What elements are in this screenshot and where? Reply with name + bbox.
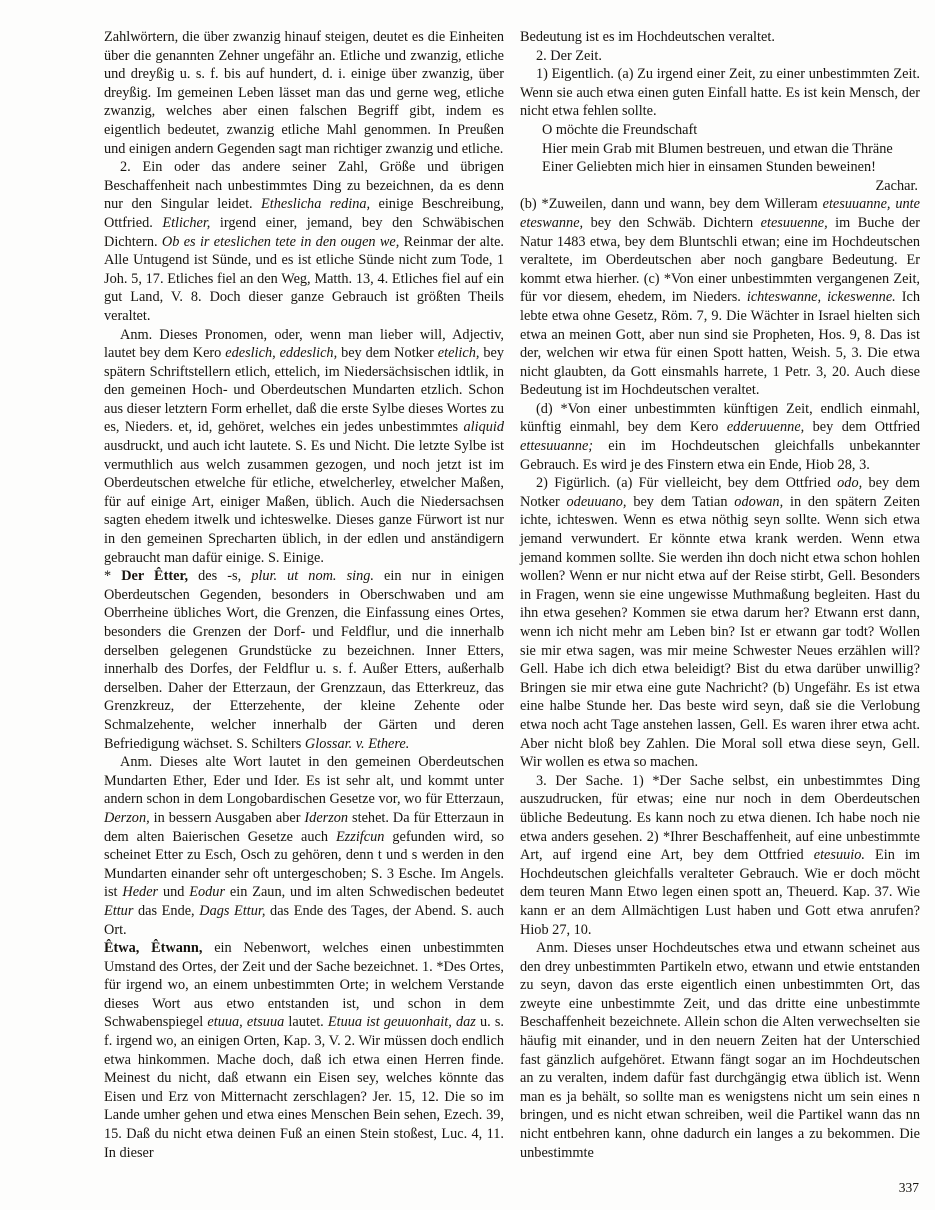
paragraph bbox=[520, 47, 920, 66]
body-text: 2) Figürlich. (a) Für vielleicht, bey dem Ottfried bbox=[536, 475, 838, 492]
verse-line: Einer Geliebten mich hier in einsamen Stunden beweinen! bbox=[542, 159, 876, 176]
body-text: * bbox=[104, 568, 122, 585]
italic-text: Etheslicha redina, bbox=[261, 196, 371, 213]
italic-text: Dags Ettur, bbox=[199, 902, 266, 919]
body-text: ausdruckt, und auch icht lautete. S. Es und Nicht. Die letzte Sylbe ist vermuthlich aus welch zusammen gezogen, und noch jetzt ist im Oberdeutschen etwelche für etliche, etwelcherley, etwelcher Maßen, für auf einige Art, einiger Maßen, üblich. Auch die Niedersachsen sagten ehedem itwelk und ichteswelke. Dieses ganze Fürwort ist nur in den gemeinen Sprecharten üblich, in der edlen und anständigern gebraucht man dafür einige. S. Einige. bbox=[104, 438, 504, 566]
paragraph bbox=[520, 65, 920, 121]
italic-text: odo, bbox=[837, 475, 863, 492]
italic-text: Derzon, bbox=[104, 809, 150, 826]
body-text: bey dem Tatian bbox=[626, 493, 735, 510]
body-text: Anm. Dieses unser Hochdeutsches etwa und etwann scheinet aus den drey unbestimmten Partikeln etwo, etwann und etwie entstanden zu seyn, davon das erste eigentlich einen unbestimmten Ort, das zweyte eine unbestimmte Zeit, und das dritte eine unbestimmte Beschaffenheit bezeichnete. Allein schon die Alten verwechselten sie häufig mit einander, und in den neuern Zeiten hat der Unterschied fast gänzlich aufgehöret. Etwann fängt sogar an im Hochdeutschen an zu veralten, indem dafür fast durchgängig etwa üblich ist. Wenn man es ja behält, so sollte man es wenigstens nicht um sein eines n bringen, und es nicht etwan schreiben, weil die Partikel wann das nn nicht entbehren kann, ohne dadurch ein langes a zu bekommen. Die unbestimmte bbox=[520, 940, 920, 1161]
body-text: ein im Hochdeutschen gleichfalls unbekannter Gebrauch. Es wird je des Finstern etwa ein Ende, Hiob 28, 3. bbox=[520, 438, 920, 473]
italic-text: Ettur bbox=[104, 902, 134, 919]
italic-text: edeslich, eddeslich, bbox=[225, 345, 338, 362]
body-text: in den spätern Zeiten ichte, ichteswen. Wenn es etwa nöthig seyn sollte. Wenn sich etwa jemand verwundert. Er könnte etwa krank werden. Wenn etwa jemand kommen sollte. Sie werden ihn doch nicht etwa schon hohlen wollen? Wenn er nur nicht etwa auf der Reise stirbt, Gell. Besonders in Fragen, wenn sie eine ungewisse Muthmaßung begleiten. Hast du ihn etwa gesehen? Kommen sie etwa darum her? Etwann erst dann, wenn ich nicht mehr am Leben bin? Ist er etwann gar todt? Wollen sie mir etwa sagen, was mir meine Schwester Neues erzählen will? Gell. Habe ich dich etwa beleidigt? Bist du etwa darüber unwillig? Bringen sie mir etwa eine gute Nachricht? (b) Ungefähr. Es ist etwa eine halbe Stunde her. Das beste wird seyn, daß sie die Verlobung etwa noch acht Tage anstehen lassen, Gell. Es waren ihrer etwa acht. Aber nicht bloß bey Zahlen. Die Moral soll etwa diese seyn, Gell. Wir wollen es etwa so machen. bbox=[520, 493, 920, 771]
italic-text: etesuuanne, unte eteswanne, bbox=[520, 196, 920, 231]
body-text: bey dem Notker bbox=[520, 475, 921, 510]
body-text: bey spätern Schriftstellern etlich, ettelich, im Niedersächsischen idtlik, in den gemeinen Hoch- und Oberdeutschen Mundarten etzlich. Schon aus dieser letztern Form erhellet, daß die erste Sylbe dieses Wortes zu es, Nieders. et, id, gehöret, welches ein jedes unbestimmtes bbox=[104, 345, 505, 436]
body-text: das Ende des Tages, der Abend. S. auch Ort. bbox=[104, 902, 504, 938]
verse-line: Hier mein Grab mit Blumen bestreuen, und etwan die Thräne bbox=[542, 140, 893, 157]
body-text: 3. Der Sache. 1) *Der Sache selbst, ein unbestimmtes Ding auszudrucken, für etwas; eine nur noch in dem Oberdeutschen übliche Bedeutung. Es kann noch zu etwa dienen. Ich habe noch nie etwa anders gesehen. 2) *Ihrer Beschaffenheit, auf eine unbestimmte Art, auf irgend eine Art, bey dem Ottfried bbox=[520, 772, 920, 864]
verse-attribution: Zachar. bbox=[875, 177, 918, 194]
paragraph bbox=[520, 939, 920, 1162]
italic-text: etesuuenne, bbox=[760, 214, 828, 231]
paragraph bbox=[104, 753, 504, 939]
paragraph bbox=[104, 158, 504, 325]
italic-text: edderuuenne, bbox=[726, 419, 805, 436]
body-text: 2. Der Zeit. bbox=[536, 47, 602, 64]
page-number: 337 bbox=[898, 1180, 919, 1196]
italic-text: aliquid bbox=[463, 419, 504, 436]
verse-block bbox=[542, 121, 920, 195]
paragraph bbox=[104, 939, 504, 1162]
headword-text: Êtwa, Êtwann, bbox=[104, 940, 203, 957]
body-text: Anm. Dieses alte Wort lautet in den gemeinen Oberdeutschen Mundarten Ether, Eder und Ider. Es ist sehr alt, und kommt unter andern schon in dem Longobardischen Gesetze vor, wo für Etterzaun, bbox=[104, 754, 504, 808]
body-text: irgend einer, jemand, bey den Schwäbischen Dichtern. bbox=[104, 214, 505, 250]
italic-text: odeuuano, bbox=[566, 493, 627, 510]
italic-text: plur. ut nom. sing. bbox=[251, 568, 374, 585]
italic-text: Iderzon bbox=[304, 809, 349, 826]
italic-text: Etuua ist geuuonhait, daz bbox=[327, 1014, 476, 1031]
body-text: in bessern Ausgaben aber bbox=[149, 809, 305, 826]
column-left bbox=[104, 28, 504, 1162]
body-text: bey dem Notker bbox=[337, 345, 438, 362]
body-text: einige Beschreibung, Ottfried. bbox=[104, 196, 504, 231]
body-text: ein Zaun, und im alten Schwedischen bedeutet bbox=[225, 884, 504, 901]
body-text: 1) Eigentlich. (a) Zu irgend einer Zeit, zu einer unbestimmten Zeit. Wenn sie auch etwa einen guten Einfall hatte. Es ist kein Mensch, der nicht etwa fehlen sollte. bbox=[520, 66, 920, 120]
italic-text: Glossar. v. Ethere. bbox=[304, 735, 410, 752]
paragraph bbox=[520, 400, 920, 474]
body-text: das Ende, bbox=[133, 902, 200, 919]
body-text: (d) *Von einer unbestimmten künftigen Zeit, endlich einmahl, künftig einmahl, bey dem Kero bbox=[520, 400, 920, 436]
italic-text: Etlicher, bbox=[162, 214, 211, 231]
italic-text: etelich, bbox=[437, 345, 480, 362]
paragraph bbox=[520, 474, 920, 772]
verse-line: O möchte die Freundschaft bbox=[542, 121, 698, 138]
body-text: im Buche der Natur 1483 etwa, bey dem Bluntschli etwan; eine im Hochdeutschen veraltete, im Oberdeutschen aber noch gangbare Bedeutung. Er kommt etwa hierher. (c) *Von einer unbestimmten vergangenen Zeit, für vor diesem, ehedem, im Nieders. bbox=[520, 214, 920, 306]
body-text: Anm. Dieses Pronomen, oder, wenn man lieber will, Adjectiv, lautet bey dem Kero bbox=[104, 326, 504, 362]
body-text: des -s, bbox=[188, 568, 252, 585]
body-text: und bbox=[158, 884, 190, 901]
body-text: bey den Schwäb. Dichtern bbox=[583, 214, 761, 231]
body-text: gefunden wird, so scheinet Etter zu Esch, Osch zu gehören, denn t und s werden in den Mundarten einander sehr oft untergeschoben; S. 3 Esche. Im Angels. ist bbox=[104, 828, 504, 901]
italic-text: ettesuuanne; bbox=[520, 438, 594, 455]
body-text: Reinmar der alte. Alle Untugend ist Sünde, und es ist etliche Sünde nicht zum Tode, 1 Joh. 5, 17. Etliches fiel an den Weg, Matth. 13, 4. Etliches fiel auf ein gut Land, V. 8. Doch dieser ganze Gebrauch ist größten Theils veraltet. bbox=[104, 233, 505, 324]
headword-text: Der Êtter, bbox=[121, 568, 189, 585]
body-text: bey dem Ottfried bbox=[804, 419, 920, 436]
italic-text: etesuuio. bbox=[813, 847, 865, 864]
paragraph bbox=[104, 28, 504, 158]
body-text: ein Nebenwort, welches einen unbestimmten Umstand des Ortes, der Zeit und der Sache bezeichnet. 1. *Des Ortes, für irgend wo, an einem unbestimmten Orte; in welchem Verstande dieses Wort aus etwo entstanden ist, und schon in dem Schwabenspiegel bbox=[104, 940, 504, 1031]
paragraph bbox=[520, 772, 920, 939]
italic-text: ichteswanne, ickeswenne. bbox=[746, 289, 896, 306]
paragraph bbox=[104, 567, 504, 753]
body-text: stehet. Da für Etterzaun in dem alten Baierischen Gesetze auch bbox=[104, 809, 504, 845]
paragraph bbox=[104, 326, 504, 568]
body-text: (b) *Zuweilen, dann und wann, bey dem Willeram bbox=[520, 196, 823, 213]
column-right bbox=[520, 28, 920, 1162]
body-text: Ich lebte etwa ohne Gesetz, Röm. 7, 9. Die Wächter in Israel hielten sich etwa an meinen Gott, aber nun sind sie Propheten, Hos. 9, 8. Das ist der, welchen wir etwa für einen Spott hatten, Weish. 5, 3. Die etwa nicht glaubten, da Gott einsmahls harrete, 1 Petr. 3, 20. Auch diese Bedeutung ist im Hochdeutschen veraltet. bbox=[520, 289, 920, 399]
body-text: lautet. bbox=[284, 1014, 328, 1031]
italic-text: etuua, etsuua bbox=[207, 1014, 285, 1031]
body-text: u. s. f. irgend wo, an einigen Orten, Kap. 3, V. 2. Wir müssen doch endlich etwa hinkommen. Mache doch, daß ich etwa einen Herren finde. Meinest du nicht, daß etwann ein Eisen sey, welches könnte das Eisen und Erz von Mitternacht zerschlagen? Jer. 15, 12. Die so im Lande umher gehen und etwa eines Menschen Bein sehen, Ezech. 39, 15. Daß du nicht etwa deinen Fuß an einen Stein stoßest, Luc. 4, 11. In dieser bbox=[104, 1014, 504, 1161]
italic-text: Ezzifcun bbox=[335, 828, 385, 845]
italic-text: Eodur bbox=[189, 884, 226, 901]
body-text: 2. Ein oder das andere seiner Zahl, Größe und übrigen Beschaffenheit nach unbestimmtes Ding zu bezeichnen, da es denn nur den Singular leidet. bbox=[104, 159, 504, 213]
italic-text: Ob es ir eteslichen tete in den ougen we, bbox=[161, 233, 400, 250]
italic-text: odowan, bbox=[734, 493, 784, 510]
paragraph bbox=[520, 28, 920, 47]
paragraph bbox=[520, 195, 920, 400]
body-text: Ein im Hochdeutschen gleichfalls veralteter Gebrauch. Wie er doch möcht dem teuren Mann Etwo legen einen spott an, Theuerd. Kap. 37. Wie kann er an dem Allmächtigen Lust haben und Gott etwa anrufen? Hiob 27, 10. bbox=[520, 847, 920, 938]
body-text: Zahlwörtern, die über zwanzig hinauf steigen, deutet es die Einheiten über die genannten Zehner ungefähr an. Etliche und zwanzig, etliche und dreyßig u. s. f. bis auf hundert, d. i. einige über zwanzig, über dreyßig. Im gemeinen Leben lässet man das und gerne weg, etliche zwanzig, welches aber einen falschen Begriff gibt, indem es eigentlich bedeutet, zwanzig etliche Mahl genommen. In Preußen und einigen andern Gegenden sagt man richtiger zwanzig und etliche. bbox=[104, 29, 504, 157]
body-text: ein nur in einigen Oberdeutschen Gegenden, besonders in Oberschwaben und am Oberrheine übliches Wort, die Grenzen, die Einfassung eines Ortes, besonders die Grenzen der Dorf- und Feldflur, und die innerhalb derselben gelegenen Grundstücke zu bezeichnen. Inner Etters, innerhalb des Dorfes, der Feldflur u. s. f. Außer Etters, außerhalb derselben. Daher der Etterzaun, der Grenzzaun, das Etterkreuz, das Grenzkreuz, der Etterzehente, der kleine Zehente oder Schmalzehente, welcher innerhalb der Gärten und deren Befriedigung wächset. S. Schilters bbox=[104, 568, 504, 752]
italic-text: Heder bbox=[122, 884, 159, 901]
body-text: Bedeutung ist es im Hochdeutschen veraltet. bbox=[520, 29, 775, 45]
